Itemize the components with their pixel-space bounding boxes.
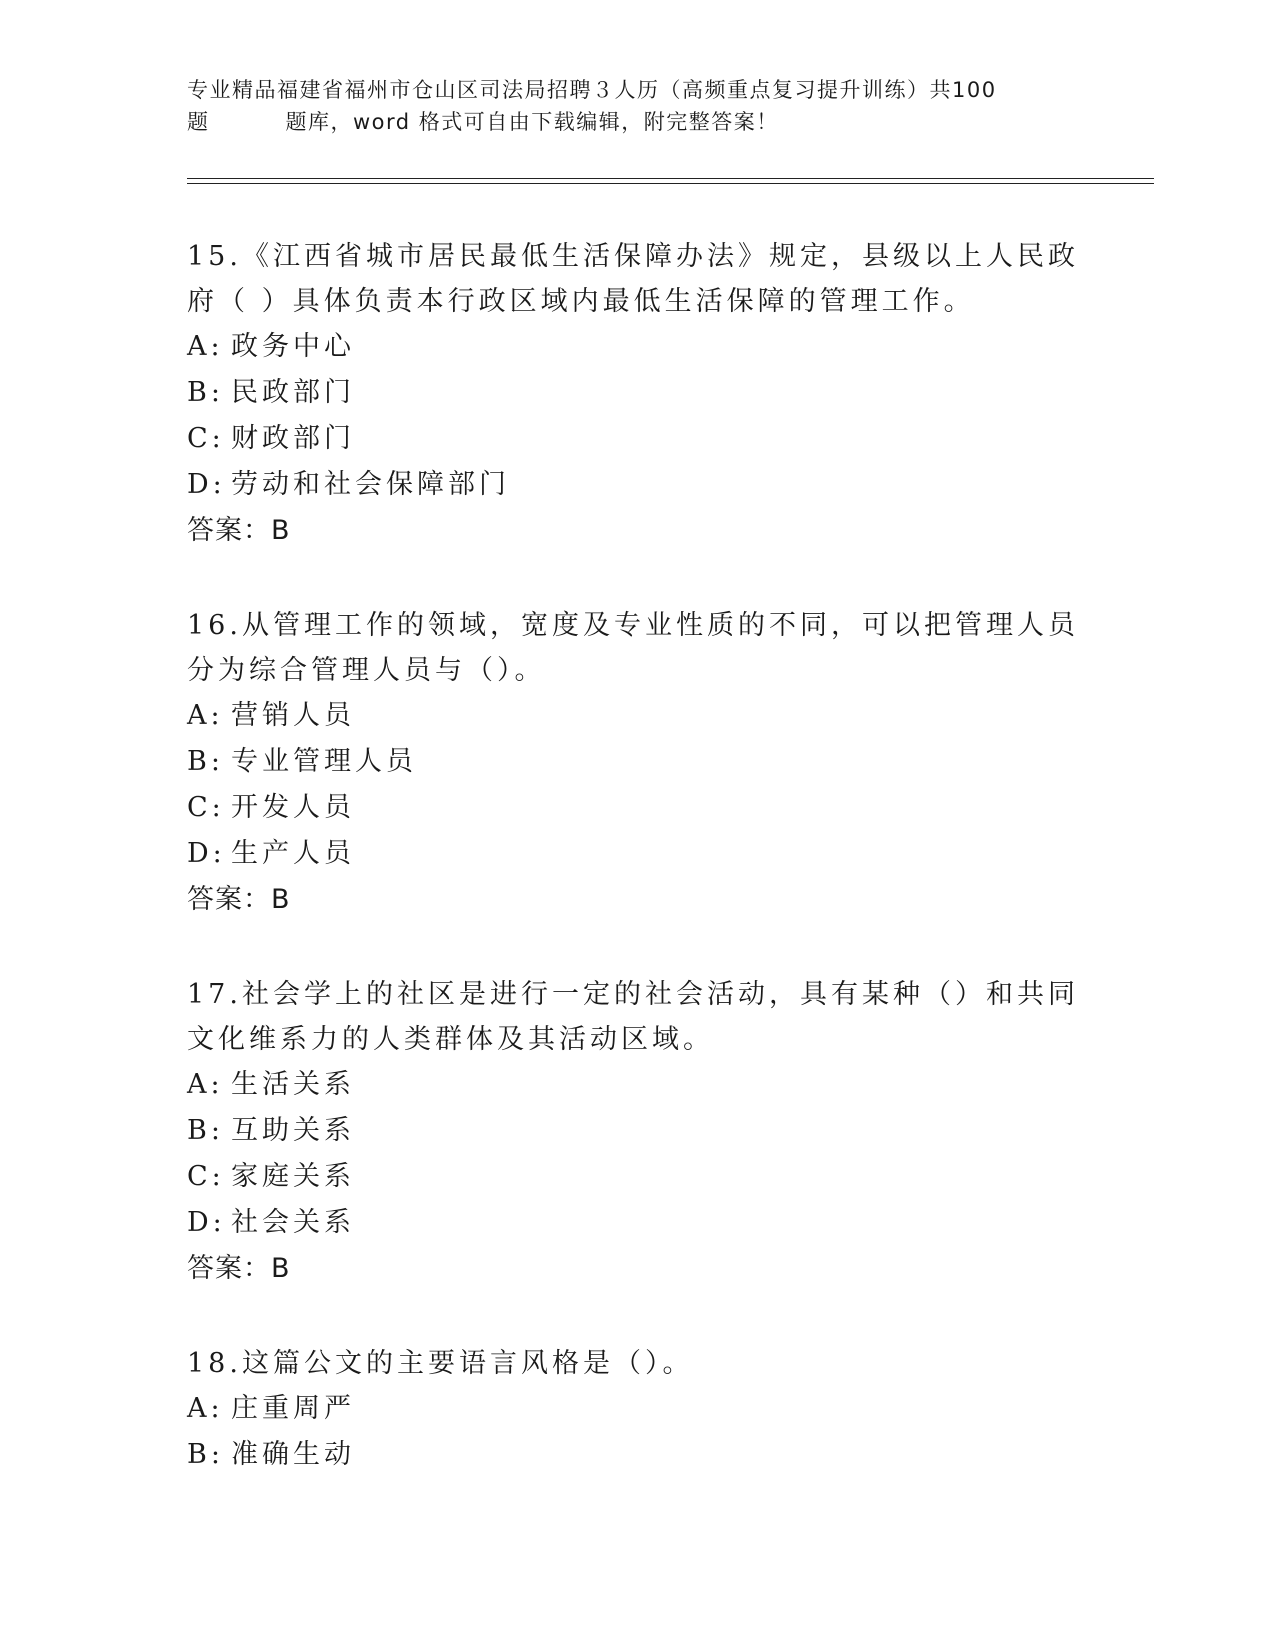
- option-c: [187, 416, 1087, 462]
- header-divider-bottom: [187, 183, 1154, 184]
- question-stem: 15.《江西省城市居民最低生活保障办法》规定，县级以上人民政府（ ）具体负责本行政区域内最低生活保障的管理工作。: [187, 241, 1079, 317]
- option-text: 开发人员: [231, 792, 355, 823]
- header-line-2-left: 题: [187, 110, 210, 134]
- header-line-2-right: 题库，word 格式可自由下载编辑，附完整答案！: [285, 110, 779, 134]
- answer-line: 答案：B: [187, 515, 291, 546]
- question-stem: 17.社会学上的社区是进行一定的社会活动，具有某种（）和共同文化维系力的人类群体及其活动区域。: [187, 979, 1079, 1055]
- option-letter: D:: [187, 838, 226, 869]
- option-letter: C:: [187, 792, 225, 823]
- option-b: [187, 1432, 1087, 1478]
- answer-line: 答案：B: [187, 1253, 291, 1284]
- option-d: [187, 831, 1087, 877]
- option-letter: C:: [187, 423, 225, 454]
- header-divider-top: [187, 178, 1154, 179]
- option-d: [187, 462, 1087, 508]
- question-item: [187, 603, 1087, 923]
- option-text: 生产人员: [231, 838, 355, 869]
- question-item: [187, 1341, 1087, 1478]
- option-letter: A:: [187, 1069, 224, 1100]
- option-text: 财政部门: [231, 423, 355, 454]
- option-c: [187, 1154, 1087, 1200]
- option-letter: B:: [187, 1115, 224, 1146]
- option-text: 生活关系: [231, 1069, 355, 1100]
- option-text: 庄重周严: [231, 1393, 355, 1424]
- option-text: 民政部门: [231, 377, 355, 408]
- option-letter: D:: [187, 469, 226, 500]
- option-letter: B:: [187, 377, 224, 408]
- option-d: [187, 1200, 1087, 1246]
- option-letter: D:: [187, 1207, 226, 1238]
- question-stem: 16.从管理工作的领域，宽度及专业性质的不同，可以把管理人员分为综合管理人员与（）。: [187, 610, 1079, 686]
- option-b: [187, 370, 1087, 416]
- option-text: 劳动和社会保障部门: [231, 469, 510, 500]
- option-a: [187, 1062, 1087, 1108]
- option-text: 社会关系: [231, 1207, 355, 1238]
- option-letter: B:: [187, 1439, 224, 1470]
- option-text: 营销人员: [231, 700, 355, 731]
- option-a: [187, 324, 1087, 370]
- option-letter: A:: [187, 700, 224, 731]
- document-header: [187, 74, 1087, 138]
- option-b: [187, 1108, 1087, 1154]
- header-line-1: 专业精品福建省福州市仓山区司法局招聘３人历（高频重点复习提升训练）共100: [187, 78, 997, 102]
- option-text: 专业管理人员: [231, 746, 417, 777]
- option-text: 互助关系: [231, 1115, 355, 1146]
- option-letter: C:: [187, 1161, 225, 1192]
- question-list: [187, 234, 1087, 1527]
- option-b: [187, 739, 1087, 785]
- option-text: 准确生动: [231, 1439, 355, 1470]
- question-stem: 18.这篇公文的主要语言风格是（）。: [187, 1348, 694, 1379]
- option-letter: A:: [187, 331, 224, 362]
- header-line-2: [187, 106, 1087, 138]
- question-item: [187, 972, 1087, 1292]
- option-c: [187, 785, 1087, 831]
- option-letter: A:: [187, 1393, 224, 1424]
- question-item: [187, 234, 1087, 554]
- option-a: [187, 1386, 1087, 1432]
- option-a: [187, 693, 1087, 739]
- option-text: 家庭关系: [231, 1161, 355, 1192]
- option-text: 政务中心: [231, 331, 355, 362]
- answer-line: 答案：B: [187, 884, 291, 915]
- option-letter: B:: [187, 746, 224, 777]
